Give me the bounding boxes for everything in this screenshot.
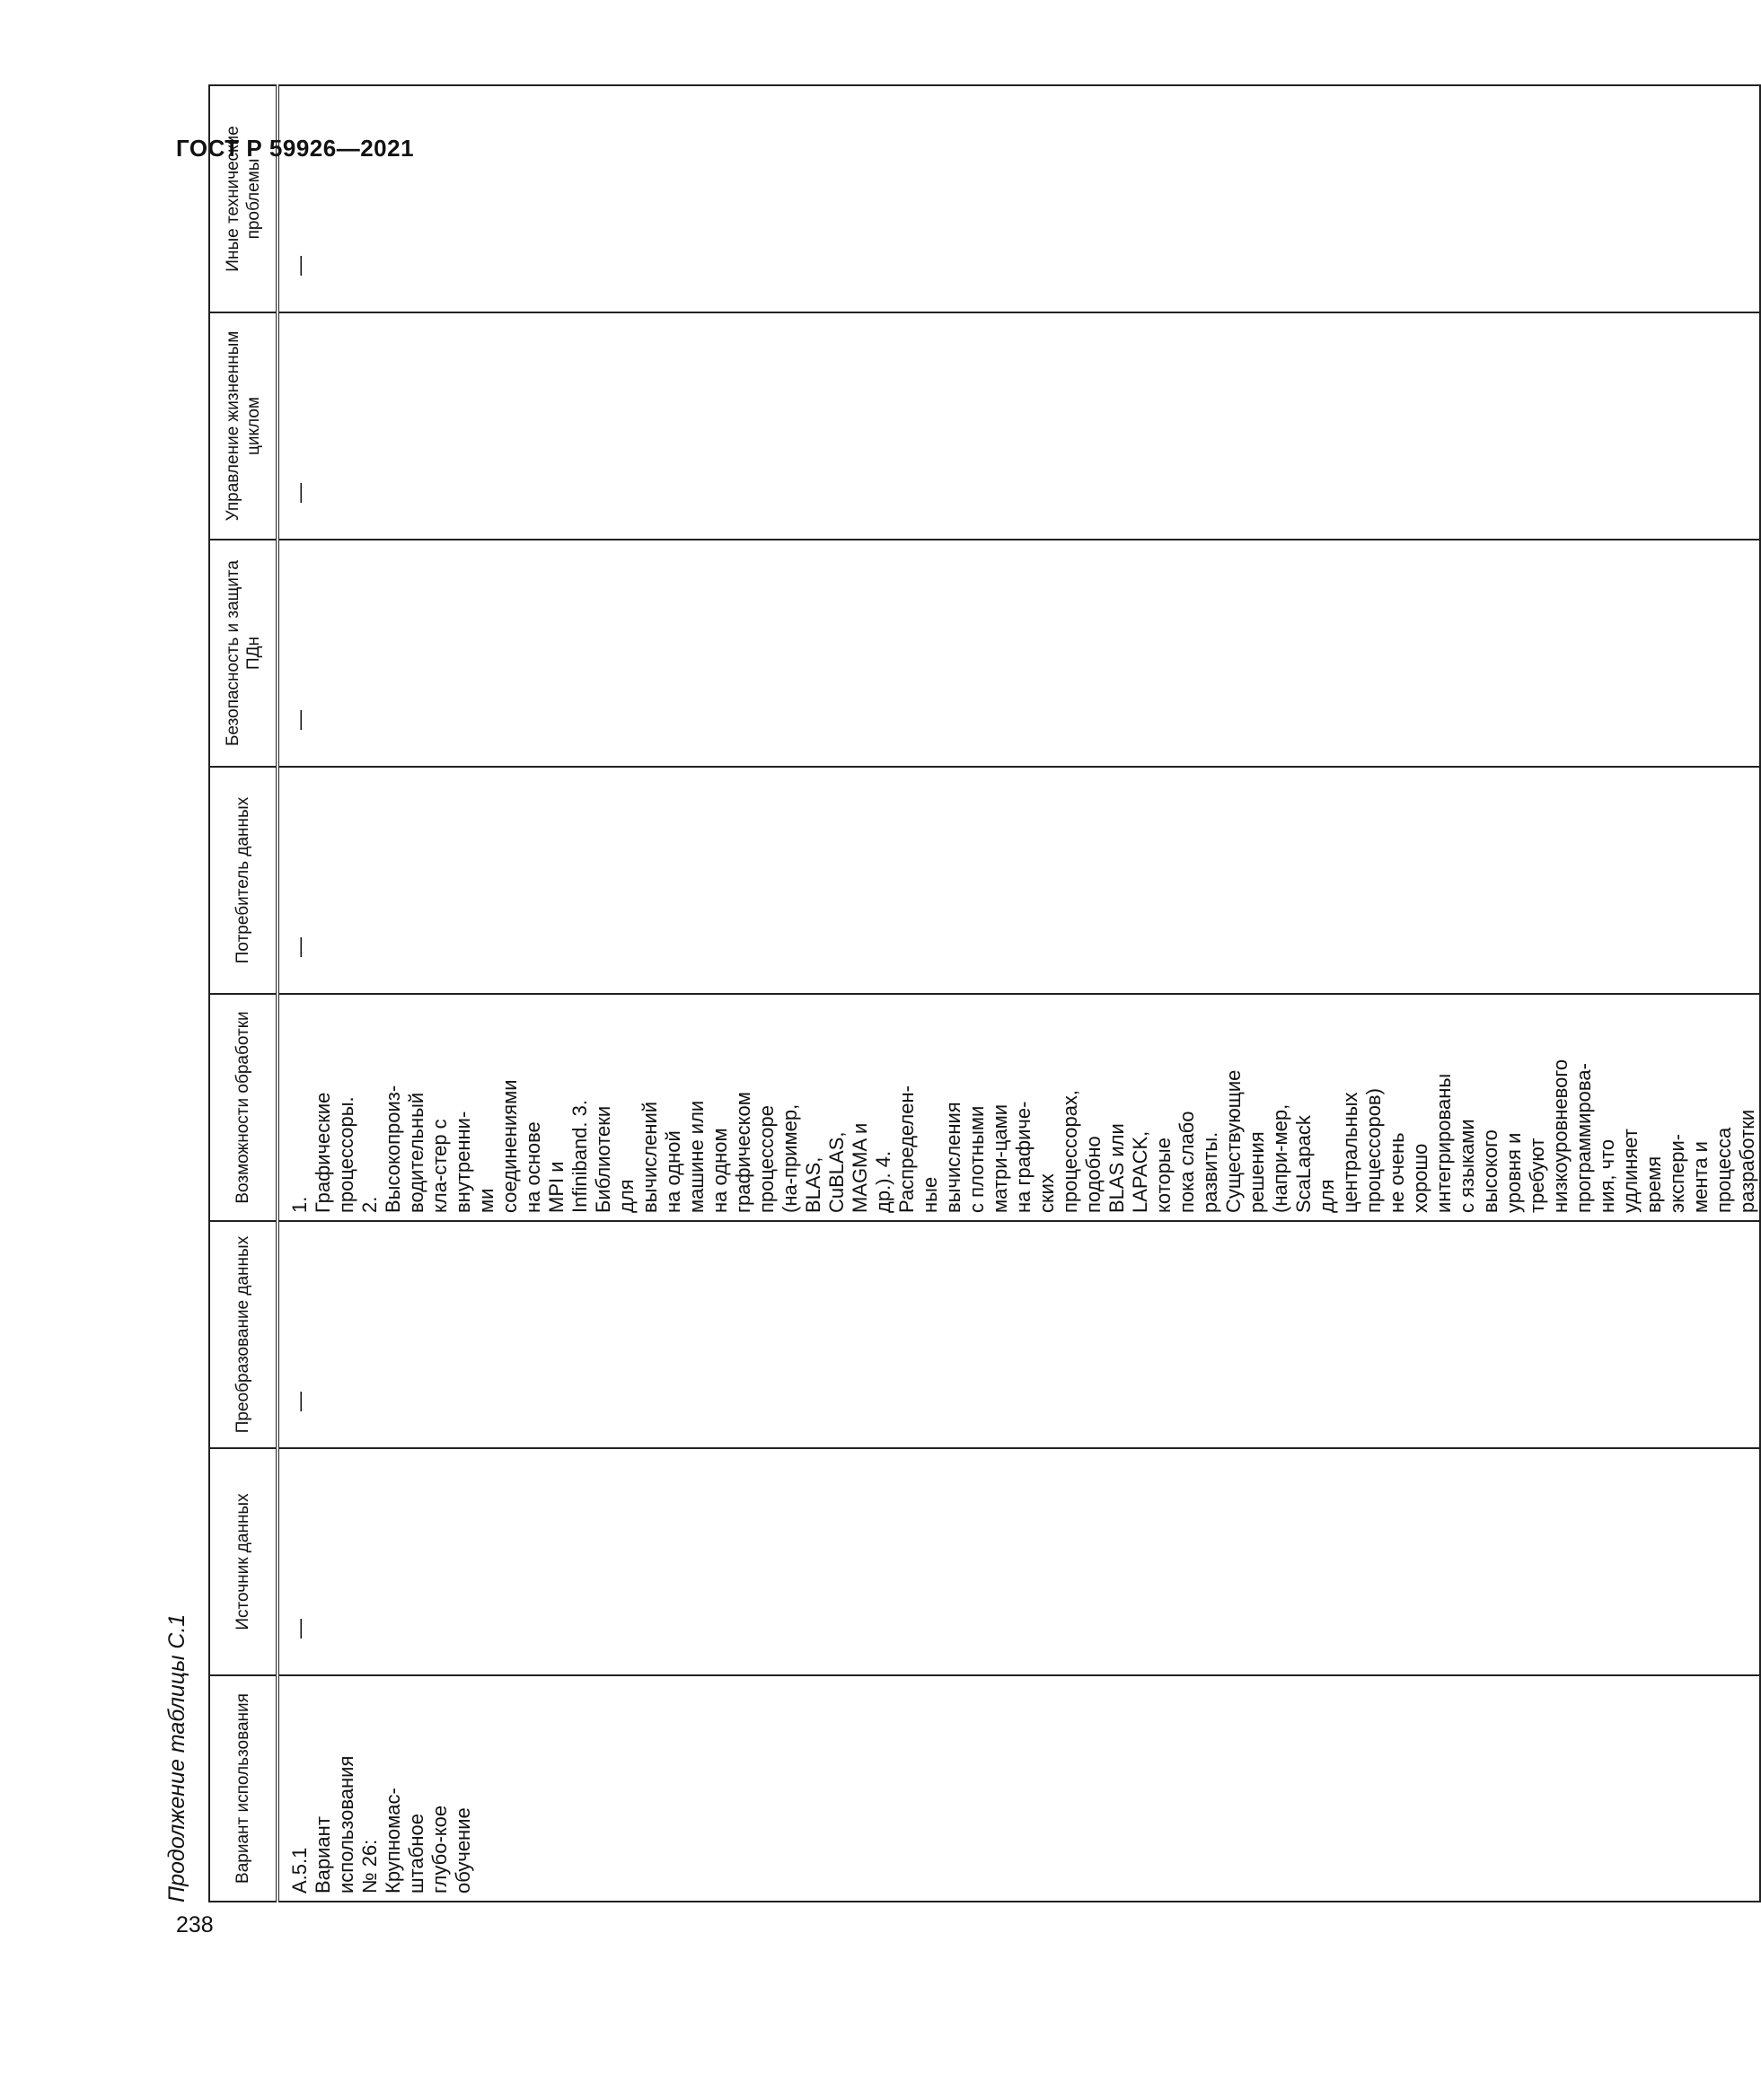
cell-data-source: — xyxy=(277,1448,1760,1675)
table-caption: Продолжение таблицы С.1 xyxy=(164,1613,189,1902)
cell-processing-capabilities xyxy=(277,994,1760,1221)
cell-data-transformation: — xyxy=(277,1221,1760,1448)
cell-security-privacy: — xyxy=(277,540,1760,767)
header-use-case: Вариант использования xyxy=(209,1675,277,1902)
header-data-source: Источник данных xyxy=(209,1448,277,1675)
header-processing-capabilities: Возможности обработки xyxy=(209,994,277,1221)
usecase-table xyxy=(208,84,1761,1902)
cell-use-case xyxy=(277,1675,1760,1902)
header-other-issues: Иные технические проблемы xyxy=(209,85,277,312)
cell-lifecycle-management: — xyxy=(277,312,1760,540)
processing-capabilities-text: 1. Графические процессоры. 2. Высокопроиз-водительный кла-стер с внутренни-ми соединениями на основе MPI и Infiniband. 3. Библиотеки для вычислений на одной машине или на одном графическом процессоре (на-пример, BLAS, CuBLAS, MAGMA и др.). 4. Распределен-ные вычисления с плотными матри-цами на графиче-ских процессорах, подобно BLAS или LAPACK, которые пока слабо развиты. Существующие решения (напри-мер, ScaLapack для центральных процессоров) не очень хорошо интегрированы с языками высокого уровня и требуют низкоуровневого программирова-ния, что удлиняет время экспери-мента и процесса разработки xyxy=(288,1059,1758,1213)
header-lifecycle-management: Управление жизненным циклом xyxy=(209,312,277,540)
use-case-text: А.5.1 Вариант использования № 26: Крупномас-штабное глубо-кое обучение xyxy=(288,1755,474,1894)
header-data-consumer: Потребитель данных xyxy=(209,767,277,994)
page-number: 238 xyxy=(176,1912,214,1937)
document-header: ГОСТ Р 59926—2021 xyxy=(176,135,415,162)
table-row xyxy=(277,85,1760,1902)
cell-other-issues: — xyxy=(277,85,1760,312)
cell-data-consumer: — xyxy=(277,767,1760,994)
table-header-row xyxy=(209,85,277,1902)
header-data-transformation: Преобразование данных xyxy=(209,1221,277,1448)
header-security-privacy: Безопасность и защита ПДн xyxy=(209,540,277,767)
